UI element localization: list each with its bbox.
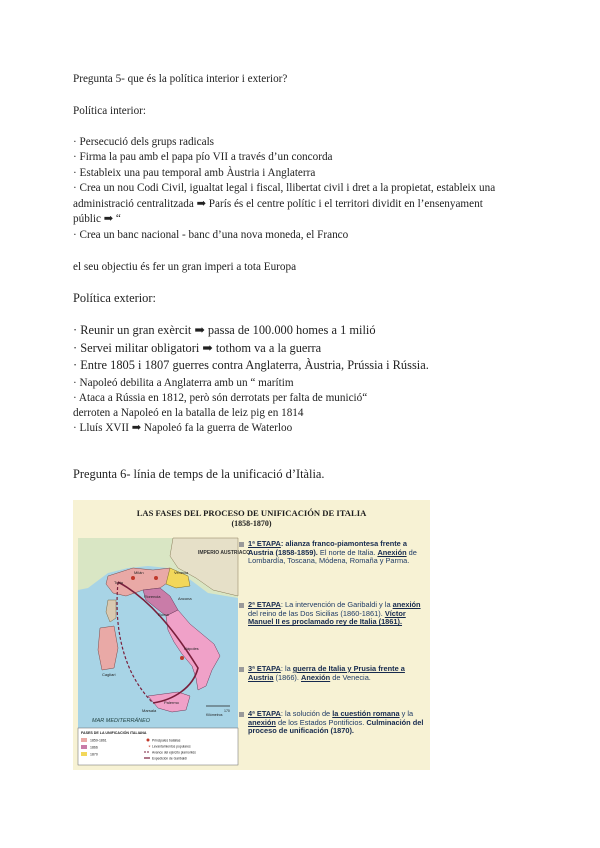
italy-map [78,538,251,765]
stage-anexion-rest: de los Estados Pontificios. [278,717,365,727]
legend-swatch-phase1 [81,738,87,742]
exterior-item: · Lluís XVII ➡ Napoleó fa la guerra de Waterloo [73,422,293,434]
question-6-heading: Pregunta 6- línia de temps de la unificació d’Itàlia. [73,467,325,481]
interior-item: administració centralitzada ➡ París és el centre polític i el territori dividit en l’ensenyament [73,198,483,210]
legend-item: 1866 [90,745,98,750]
stage-text: : alianza franco-piamontesa frente a Austria (1858-1859). [248,539,407,557]
figure-title: LAS FASES DEL PROCESO DE UNIFICACIÓN DE ITALIA [136,508,367,518]
city-label: Roma [158,612,169,617]
legend-title: FASES DE LA UNIFICACIÓN ITALIANA [81,731,147,735]
legend-uprising-icon: ✶ [148,744,151,749]
stage-anexion-rest: de Lombardía, Toscana, Módena, Romaña y Parma. [248,547,417,566]
interior-item: · Estableix una pau temporal amb Àustria i Anglaterra [73,167,316,179]
stage-rest: del reino de las Dos Sicilias (1860-1861). [248,608,383,618]
city-label: Venecia [174,570,189,575]
map-label-sea: MAR MEDITERRÁNEO [92,718,151,724]
battle-marker [180,656,184,660]
stage-anexion: anexión [392,600,421,609]
sardinia-island [98,626,118,670]
exterior-item: · Servei militar obligatori ➡ tothom va a la guerra [73,341,322,355]
legend-swatch-phase3 [81,752,87,756]
battle-marker [131,576,135,580]
exterior-item: · Reunir un gran exèrcit ➡ passa de 100.000 homes a 1 milió [73,323,376,337]
legend-battle-icon [147,739,150,742]
legend-swatch-phase2 [81,745,87,749]
exterior-item: derroten a Napoleó en la batalla de leiz pig en 1814 [73,407,304,419]
italy-unification-figure [73,500,430,770]
city-label: Ancona [178,596,192,601]
city-label: Nápoles [184,646,199,651]
stage-label: 3ª ETAPA [248,664,281,673]
stage-text: : la [280,664,291,673]
exterior-title: Política exterior: [73,291,156,305]
stage-2 [248,601,426,627]
legend-item: 1870 [90,752,98,757]
scale-label: Kilómetros [206,713,223,717]
map-label-imperio: IMPERIO AUSTRIACO [198,550,251,556]
stage-anexion: Anexión [377,547,407,557]
stage-bold-mid: la cuestión romana [332,709,400,718]
stage-rest: y la [401,709,414,718]
stage-text: : la solución de [280,709,331,718]
legend-symbol: Expedición de Garibaldi [152,756,187,761]
city-label: Milán [134,570,144,575]
legend-item: 1859-1861 [90,738,107,743]
stage-4 [248,710,426,736]
question-5-heading: Pregunta 5- que és la política interior i exterior? [73,73,288,85]
stage-bold-tail: Víctor Manuel II es proclamado rey de Italia (1861). [248,608,406,627]
legend-symbol: Levantamientos populares [152,744,191,749]
stage-bold-tail: Culminación del proceso de unificación (1870). [248,717,424,736]
stage-anexion: Anexión [301,672,331,682]
interior-item: públic ➡ “ [73,213,121,225]
bullet-icon [239,712,244,717]
stage-3 [248,665,426,682]
scale-value: 170 [224,709,230,713]
exterior-item: · Entre 1805 i 1807 guerres contra Anglaterra, Àustria, Prússia i Rússia. [73,358,429,372]
stage-1 [248,540,426,566]
battle-marker [154,576,158,580]
stage-rest: (1866). [275,672,299,682]
figure-subtitle: (1858-1870) [231,519,272,528]
interior-item: · Firma la pau amb el papa pío VII a través d’un concorda [73,151,333,163]
stage-bold-mid: guerra de Italia y Prusia frente a Austria [248,664,405,682]
stage-label: 4ª ETAPA [248,709,281,718]
interior-item: · Persecució dels grups radicals [73,136,215,148]
city-label: Palermo [164,700,179,705]
interior-item: · Crea un nou Codi Civil, igualtat legal i fiscal, llibertat civil i dret a la propietat, estableix una [73,182,496,194]
stage-rest: El norte de Italia. [319,547,376,557]
city-label: Cagliari [102,672,116,677]
objective-text: el seu objectiu és fer un gran imperi a tota Europa [73,261,297,273]
bullet-icon [239,542,244,547]
stage-text: : La intervención de Garibaldi y la [280,600,391,609]
legend-symbol: Principales batallas [152,738,181,743]
exterior-item: · Ataca a Rússia en 1812, però són derrotats per falta de munició“ [73,392,368,404]
exterior-item: · Napoleó debilita a Anglaterra amb un “ marítim [73,377,294,389]
stage-anexion: anexión [248,717,276,727]
stage-anexion-rest: de Venecia. [332,672,371,682]
interior-item: · Crea un banc nacional - banc d’una nova moneda, el Franco [73,229,349,241]
bullet-icon [239,667,244,672]
stage-label: 1ª ETAPA [248,539,281,548]
stage-label: 2ª ETAPA [248,600,281,609]
legend-symbol: Avance del ejército piamontés [152,750,196,755]
city-label: Turín [114,580,124,585]
city-label: Marsala [142,708,157,713]
bullet-icon [239,603,244,608]
city-label: Florencia [144,594,161,599]
interior-title: Política interior: [73,105,147,117]
